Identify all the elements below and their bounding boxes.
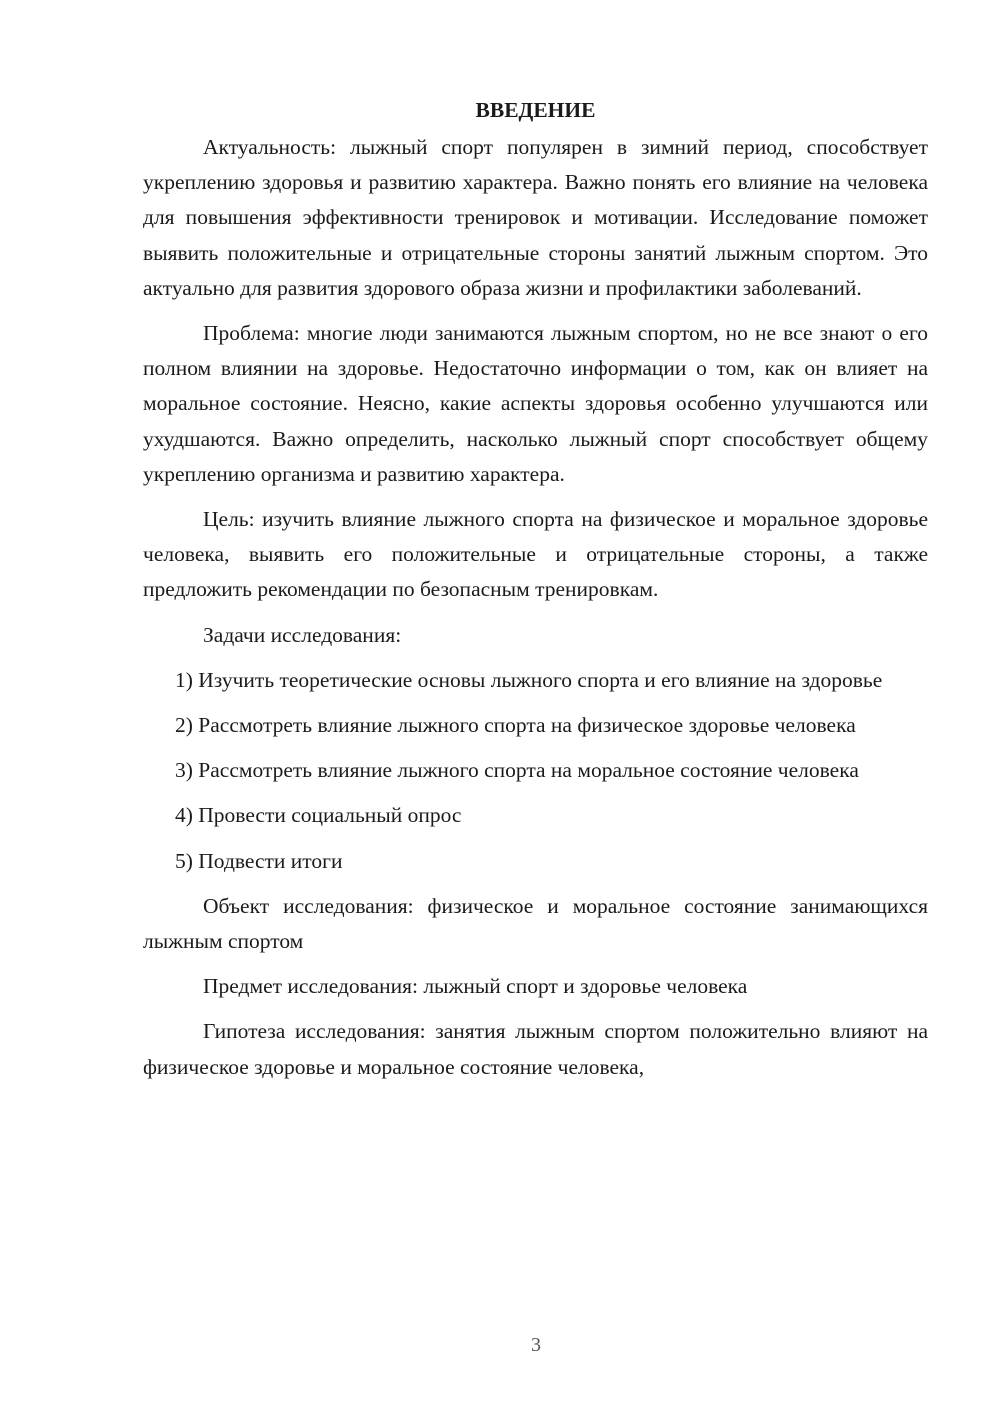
tasks-heading: Задачи исследования: bbox=[203, 622, 402, 647]
relevance-paragraph: Актуальность: лыжный спорт популярен в зимний период, способствует укреплению здоровья и развитию характера. Важно понять его влияние на человека для повышения эффективности тренировок и мотивации. Исследование поможет выявить положительные и отрицательные стороны занятий лыжным спортом. Это актуально для развития здорового образа жизни и профилактики заболеваний. bbox=[143, 135, 928, 300]
page-content bbox=[143, 90, 928, 1095]
hypothesis-paragraph: Гипотеза исследования: занятия лыжным спортом положительно влияют на физическое здоровье и моральное состояние человека, bbox=[143, 1019, 928, 1079]
task-item-2: 2) Рассмотреть влияние лыжного спорта на физическое здоровье человека bbox=[175, 713, 856, 738]
object-paragraph: Объект исследования: физическое и моральное состояние занимающихся лыжным спортом bbox=[143, 893, 928, 954]
section-title: ВВЕДЕНИЕ bbox=[475, 98, 596, 122]
subject-paragraph: Предмет исследования: лыжный спорт и здоровье человека bbox=[203, 974, 748, 999]
task-item-4: 4) Провести социальный опрос bbox=[175, 803, 462, 828]
task-item-5: 5) Подвести итоги bbox=[175, 848, 343, 873]
problem-paragraph: Проблема: многие люди занимаются лыжным спортом, но не все знают о его полном влиянии на здоровье. Недостаточно информации о том, как он влияет на моральное состояние. Неясно, какие аспекты здоровья особенно улучшаются или ухудшаются. Важно определить, насколько лыжный спорт способствует общему укреплению организма и развитию характера. bbox=[143, 321, 928, 486]
goal-paragraph: Цель: изучить влияние лыжного спорта на физическое и моральное здоровье человека, выявить его положительные и отрицательные стороны, а также предложить рекомендации по безопасным тренировкам. bbox=[143, 507, 928, 602]
page-number: 3 bbox=[531, 1334, 541, 1356]
task-item-3: 3) Рассмотреть влияние лыжного спорта на моральное состояние человека bbox=[175, 758, 859, 783]
task-item-1: 1) Изучить теоретические основы лыжного спорта и его влияние на здоровье bbox=[175, 667, 883, 692]
